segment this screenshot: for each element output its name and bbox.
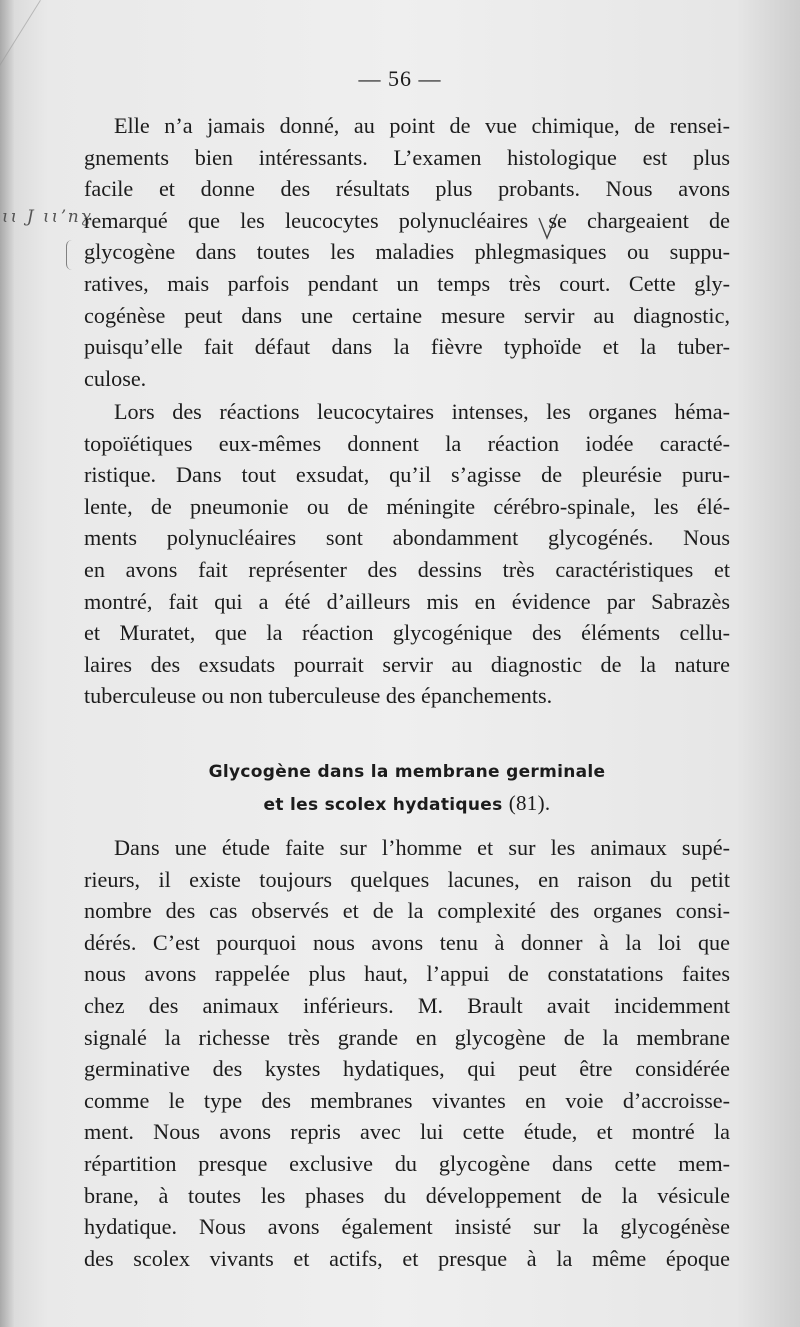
section-heading-line2 [84, 788, 730, 820]
text-line: topoïétiques eux-mêmes donnent la réaction iodée caracté- [84, 430, 730, 456]
section-heading-reference: (81). [508, 791, 551, 815]
text-line: facile et donne des résultats plus probants. Nous avons [84, 176, 730, 202]
handwritten-bracket-mark [66, 240, 73, 270]
text-line: et Muratet, que la réaction glycogénique des éléments cellu- [84, 620, 730, 646]
page-number: — 56 — [358, 66, 442, 91]
text-line: nous avons rappelée plus haut, l’appui de constatations faites [84, 961, 730, 987]
text-line: ment. Nous avons repris avec lui cette étude, et montré la [84, 1119, 730, 1145]
text-line: culose. [84, 365, 147, 391]
text-line: répartition presque exclusive du glycogène dans cette mem- [84, 1150, 730, 1176]
text-line: laires des exsudats pourrait servir au diagnostic de la nature [84, 651, 730, 677]
section-heading-line1: Glycogène dans la membrane germinale [208, 762, 606, 782]
text-line: hydatique. Nous avons également insisté sur la glycogénèse [84, 1214, 730, 1240]
text-line: glycogène dans toutes les maladies phlegmasiques ou suppu- [84, 239, 730, 265]
text-line: rieurs, il existe toujours quelques lacunes, en raison du petit [84, 866, 730, 892]
text-line: lente, de pneumonie ou de méningite cérébro-spinale, les élé- [84, 493, 730, 519]
text-line: des scolex vivants et actifs, et presque à la même époque [84, 1245, 730, 1271]
paragraph-reactions [84, 396, 730, 712]
text-line: signalé la richesse très grande en glycogène de la membrane [84, 1024, 730, 1050]
text-line: brane, à toutes les phases du développement de la vésicule [84, 1182, 730, 1208]
text-line: Lors des réactions leucocytaires intenses, les organes héma- [114, 399, 730, 424]
text-line: montré, fait qui a été d’ailleurs mis en évidence par Sabrazès [84, 588, 730, 614]
text-line: Elle n’a jamais donné, au point de vue chimique, de rensei- [114, 113, 730, 138]
text-line: germinative des kystes hydatiques, qui peut être considérée [84, 1056, 730, 1082]
text-line: ratives, mais parfois pendant un temps très court. Cette gly- [84, 270, 730, 296]
paragraph-hydatid-study [84, 832, 730, 1274]
text-line: remarqué que les leucocytes polynucléaires se chargeaient de [84, 207, 730, 233]
text-line: puisqu’elle fait défaut dans la fièvre typhoïde et la tuber- [84, 334, 730, 360]
page-spine-shadow [0, 0, 14, 1327]
text-line: chez des animaux inférieurs. M. Brault avait incidemment [84, 992, 730, 1018]
handwritten-margin-note: ɩɩ J ɩɩʼnɣ [2, 207, 93, 227]
text-line: Dans une étude faite sur l’homme et sur les animaux supé- [114, 835, 730, 860]
text-line: ments polynucléaires sont abondamment glycogénés. Nous [84, 525, 730, 551]
text-line: gnements bien intéressants. L’examen histologique est plus [84, 144, 730, 170]
text-line: ristique. Dans tout exsudat, qu’il s’agisse de pleurésie puru- [84, 462, 730, 488]
text-line: nombre des cas observés et de la complexité des organes consi- [84, 898, 730, 924]
text-line: en avons fait représenter des dessins très caractéristiques et [84, 556, 730, 582]
paragraph-leucocytes [84, 110, 730, 394]
text-line: tuberculeuse ou non tuberculeuse des épanchements. [84, 683, 553, 709]
text-line: comme le type des membranes vivantes en voie d’accroisse- [84, 1087, 730, 1113]
section-heading-text: et les scolex hydatiques [263, 795, 503, 815]
text-line: dérés. C’est pourquoi nous avons tenu à donner à la loi que [84, 929, 730, 955]
text-line: cogénèse peut dans une certaine mesure servir au diagnostic, [84, 302, 730, 328]
